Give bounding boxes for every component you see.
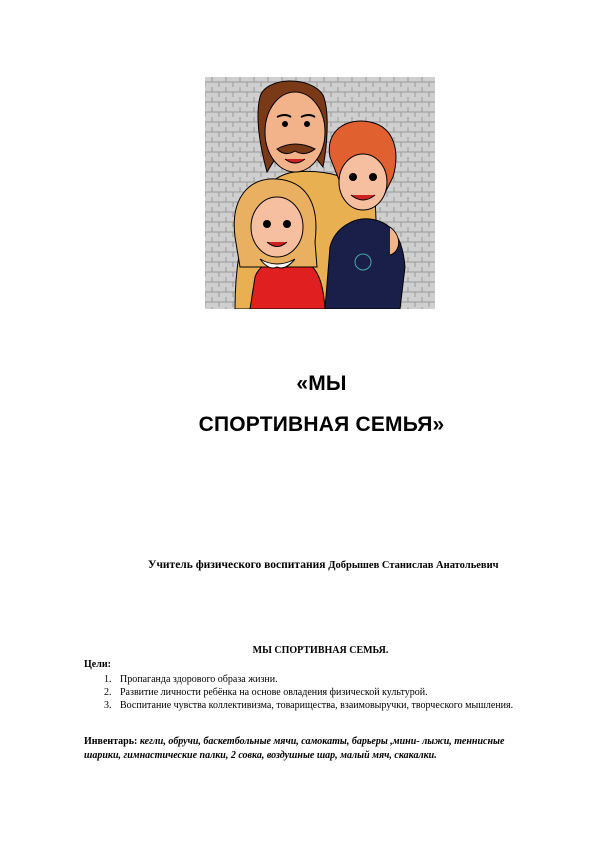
page-title-line-1: «МЫ <box>296 372 347 395</box>
goals-list <box>84 673 534 712</box>
goal-text: Воспитание чувства коллективизма, товарищества, взаимовыручки, творческого мышления. <box>120 700 514 711</box>
goals-label: Цели: <box>84 659 111 670</box>
goal-number: 1. <box>104 674 112 685</box>
section-heading: МЫ СПОРТИВНАЯ СЕМЬЯ. <box>252 645 389 656</box>
inventory-paragraph <box>84 735 534 762</box>
inventory-items: кегли, обручи, баскетбольные мячи, самокаты, барьеры ,мини- лыжи, теннисные шарики, гимнастические палки, 2 совка, воздушные шар, малый мяч, скакалки. <box>84 736 505 761</box>
goal-item <box>84 699 534 712</box>
family-illustration <box>205 77 435 309</box>
page-title-line-2: СПОРТИВНАЯ СЕМЬЯ» <box>198 413 445 436</box>
goal-item <box>84 673 534 686</box>
goal-number: 3. <box>104 700 112 711</box>
teacher-line <box>148 559 499 571</box>
goal-number: 2. <box>104 687 112 698</box>
goal-item <box>84 686 534 699</box>
teacher-name: Добрышев Станислав Анатольевич <box>328 560 499 571</box>
teacher-role: Учитель физического воспитания <box>148 559 326 571</box>
goal-text: Развитие личности ребёнка на основе овладения физической культурой. <box>120 687 428 698</box>
inventory-label: Инвентарь: <box>84 736 138 747</box>
goal-text: Пропаганда здорового образа жизни. <box>120 674 278 685</box>
